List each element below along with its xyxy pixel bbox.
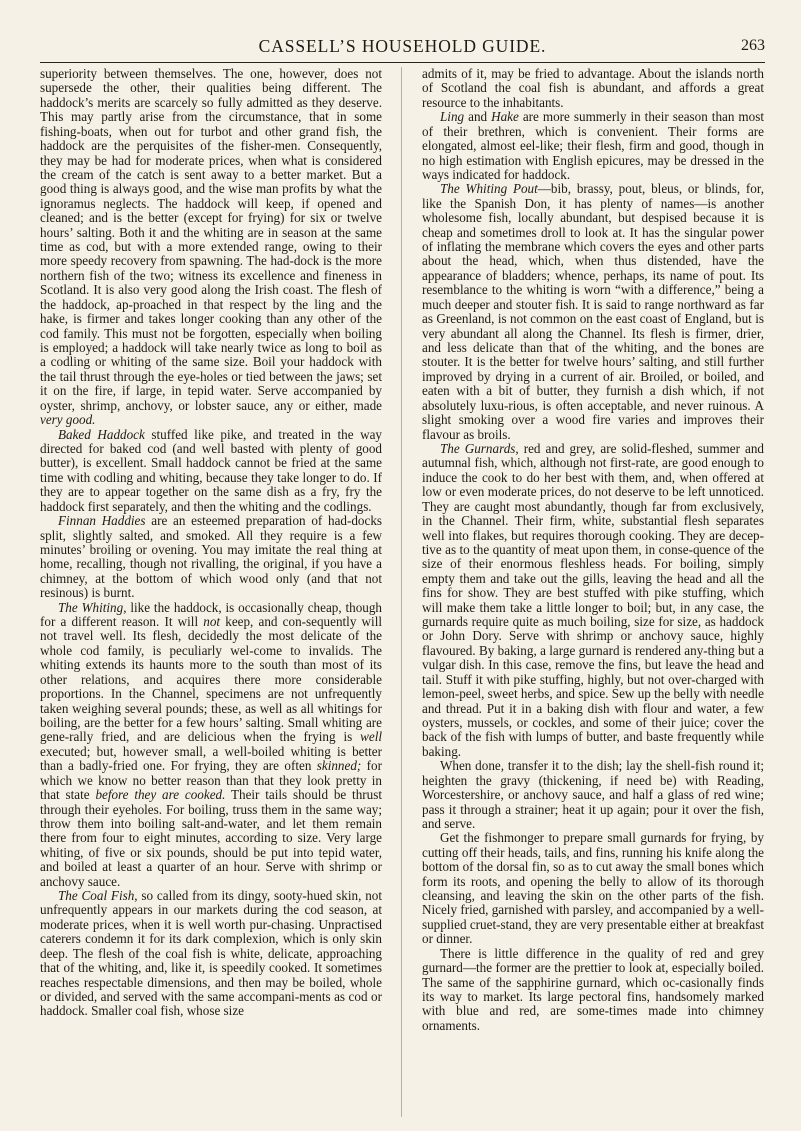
paragraph-gurnards — [422, 442, 764, 759]
emphasis-text: well — [360, 729, 382, 745]
text-columns — [40, 67, 765, 1117]
paragraph-text: stuffed like pike, and treated in the way directed for baked cod (and well basted with plenty of good butter), is excellent. Small haddock cannot be fried at the same time with codling and whiting, because they take longer to do. If they are to appear together on the same dish as a fry, fry the haddock first separately, and then the whiting and the codlings. — [40, 426, 382, 514]
section-term: The Whiting — [58, 599, 124, 615]
paragraph-whiting — [40, 601, 382, 889]
section-term: The Gurnards — [440, 440, 516, 456]
paragraph-gurnard-varieties — [422, 947, 764, 1034]
paragraph-text: are an esteemed preparation of had-docks split, slightly salted, and smoked. All they require is a few minutes’ broiling or ovening. You may imitate the real thing at home, recalling, though not rivalling, the original, if you have a chimney, at the bottom of which wood only (and that not resinous) is burnt. — [40, 513, 382, 601]
emphasis-text: skinned; — [316, 758, 362, 774]
paragraph-gurnard-frying — [422, 831, 764, 946]
paragraph-ling-hake — [422, 110, 764, 182]
paragraph-text: , like the haddock, is occasionally cheap, though for a different reason. It will — [40, 599, 382, 630]
paragraph-gurnard-serving — [422, 759, 764, 831]
paragraph-whiting-pout — [422, 182, 764, 442]
paragraph-coal-fish — [40, 889, 382, 1019]
section-term: Ling — [440, 109, 465, 125]
paragraph-text: There is little difference in the quality of red and grey gurnard—the former are the prettier to look at, especially boiled. The same of the sapphirine gurnard, which oc-casionally finds its way to market. Its large pectoral fins, handsomely marked with blue and red, are some-times made into chimney ornaments. — [422, 945, 764, 1033]
paragraph-text: —bib, brassy, pout, bleus, or blinds, for, like the Spanish Don, it has plenty of names—is another wholesome fish, locally abundant, but despised because it is cheap and sometimes droll to look at. It has the singular power of inflating the membrane which covers the eyes and other parts about the head, which, when thus distended, have the appearance of bladders; whence, perhaps, its name of pout. Its resemblance to the whiting is worn “with a difference,” being a much deeper and stouter fish. It is said to range northward as far as Greenland, is not common on the east coast of England, but is very abundant all along the Channel. Its flesh is firmer, drier, and less delicate than that of the whiting, and the bones are stouter. It is the better for twelve hours’ salting, and still further improved by drying in a current of air. Broiled, or boiled, and eaten with a bit of butter, they furnish a dish which, if not absolutely luxu-rious, is often acceptable, and never ruinous. A slight smoking over a wood fire varies and improves their flavour as broils. — [422, 181, 764, 442]
section-term: Finnan Haddies — [58, 513, 146, 529]
paragraph-haddock-merits — [40, 67, 382, 428]
section-term: The Whiting Pout — [440, 181, 538, 197]
paragraph-text: for which we know no better reason than that they look pretty in that state — [40, 758, 382, 803]
emphasis-text: not — [203, 614, 221, 630]
section-term: Baked Haddock — [58, 426, 145, 442]
paragraph-text: admits of it, may be fried to advantage. About the islands north of Scotland the coal fish is abundant, and affords a great resource to the inhabitants. — [422, 67, 764, 110]
paragraph-finnan-haddies — [40, 514, 382, 601]
page-number: 263 — [741, 37, 765, 54]
emphasis-text: before they are cooked. — [95, 787, 226, 803]
paragraph-text: When done, transfer it to the dish; lay the shell-fish round it; heighten the gravy (thickening, if need be) with Reading, Worcestershire, or anchovy sauce, and half a glass of red wine; pass it through a strainer; heat it up again; pour it over the fish, and serve. — [422, 758, 764, 831]
page-header — [40, 36, 765, 62]
paragraph-text: and — [464, 109, 492, 125]
paragraph-text: superiority between themselves. The one, however, does not supersede the other, their qualities being different. The haddock’s merits are scarcely so fully admitted as they deserve. This may partly arise from the circumstance, that in some fishing-boats, when out for turbot and other grand fish, the haddock are the perquisites of the fisher-men. Consequently, they may be had for moderate prices, when what is considered the cream of the catch is sent away to a better market. But a good thing is always good, and the wise man profits by what the ignoramus neglects. The haddock will keep, if opened and cleaned; and is the better (except for frying) for six or twelve hours’ salting. Both it and the whiting are in season at the same time as cod, but with a more extended range, owing to their more speedy recovery from spawning. The had-dock is the more northern fish of the two; witness its excellence and fineness in Scotland. It is also very good along the Irish coast. The flesh of the haddock, ap-proached in that respect by the ling and the hake, is firmer and takes longer cooking than any other of the cod family. This must not be forgotten, especially when boiling is employed; a haddock will take nearly twice as long to boil as a codling or whiting of the same size. Boil your haddock with the tail thrust through the eye-holes or tied between the jaws; set it on the fire, if large, in tepid water. Serve accompanied by oyster, shrimp, anchovy, or lobster sauce, any or either, made — [40, 67, 382, 413]
paragraph-text: Get the fishmonger to prepare small gurnards for frying, by cutting off their heads, tails, and fins, running his knife along the bottom of the dorsal fin, so as to cut away the small bones which form its roots, and opening the belly to allow of its thorough cleansing, and leaving the skin on the other parts of the fish. Nicely fried, garnished with parsley, and accompanied by a well-supplied cruet-stand, they are very presentable either at breakfast or dinner. — [422, 830, 764, 947]
running-title: CASSELL’S HOUSEHOLD GUIDE. — [258, 36, 547, 56]
paragraph-coal-fish-continued — [422, 67, 764, 110]
paragraph-text: , red and grey, are solid-fleshed, summer and autumnal fish, which, although not first-rate, are good enough to induce the cook to do her best with them, and, when offered at low or even moderate prices, do not deserve to be left unnoticed. They are caught most abundantly, though far from exclusively, in the Channel. Their firm, white, substantial flesh separates well into flakes, but requires thorough cooking. They are decep-tive as to the quantity of meat upon them, in conse-quence of the size of their enormous fleshless heads. For boiling, simply empty them and take out the gills, leaving the head and all the fins for show. They are best stuffed with pike stuffing, which will make them take a little longer to boil; but, in any case, the gurnards require quite as much boiling, size for size, as haddock or John Dory. Serve with shrimp or anchovy sauce, highly flavoured. By baking, a large gurnard is rendered any-thing but a vulgar dish. In this case, remove the fins, but leave the head and tail. Stuff it with pike stuffing, highly, but not over-charged with lemon-peel, sweet herbs, and spice. Sew up the belly with needle and thread. Put it in a baking dish with flour and water, a few oysters, mussels, or cockles, and some of their juice; cover the back of the fish with lumps of butter, and baste frequently while baking. — [422, 440, 764, 759]
section-term: Hake — [491, 109, 519, 125]
section-term: The Coal Fish — [58, 888, 135, 904]
column-divider — [401, 67, 402, 1117]
paragraph-text: executed; but, however small, a well-boiled whiting is better than a badly-fried one. For frying, they are often — [40, 743, 382, 774]
paragraph-text: are more summerly in their season than most of their brethren, which is convenient. Their forms are elongated, almost eel-like; their flesh, firm and good, though in no high estimation with English epicures, may be dressed in the ways indicated for haddock. — [422, 109, 764, 182]
paragraph-baked-haddock — [40, 428, 382, 515]
paragraph-text: keep, and con-sequently will not travel well. Its flesh, decidedly the most delicate of the whole cod family, is peculiarly wel-come to invalids. The whiting extends its haunts more to the south than most of its other relations, and acquires there more considerable proportions. In the Channel, specimens are not unfrequently taken weighing several pounds; these, as well as all whitings for boiling, are the better for a few hours’ salting. Small whiting are gene-rally fried, and are delicious when the frying is — [40, 614, 382, 745]
header-rule — [40, 62, 765, 63]
emphasis-text: very good. — [40, 412, 96, 428]
paragraph-text: , so called from its dingy, sooty-hued skin, not unfrequently appears in our markets during the cod season, at moderate prices, when it is well worth pur-chasing. Unpractised caterers condemn it for its dark complexion, which is only skin deep. The flesh of the coal fish is white, delicate, approaching that of the whiting, and, like it, is speedily cooked. It sometimes reaches respectable dimensions, and then may be boiled, whole or divided, and served with the same accompani-ments as cod or haddock. Smaller coal fish, whose size — [40, 888, 382, 1019]
paragraph-text: Their tails should be thrust through their eyeholes. For boiling, truss them in the same way; throw them into boiling salt-and-water, and let them remain there from four to eight minutes, according to size. Very large whiting, of five or six pounds, should be put into tepid water, and boiled at least a quarter of an hour. Serve with shrimp or anchovy sauce. — [40, 787, 382, 889]
left-column — [40, 67, 382, 1117]
right-column — [422, 67, 764, 1117]
